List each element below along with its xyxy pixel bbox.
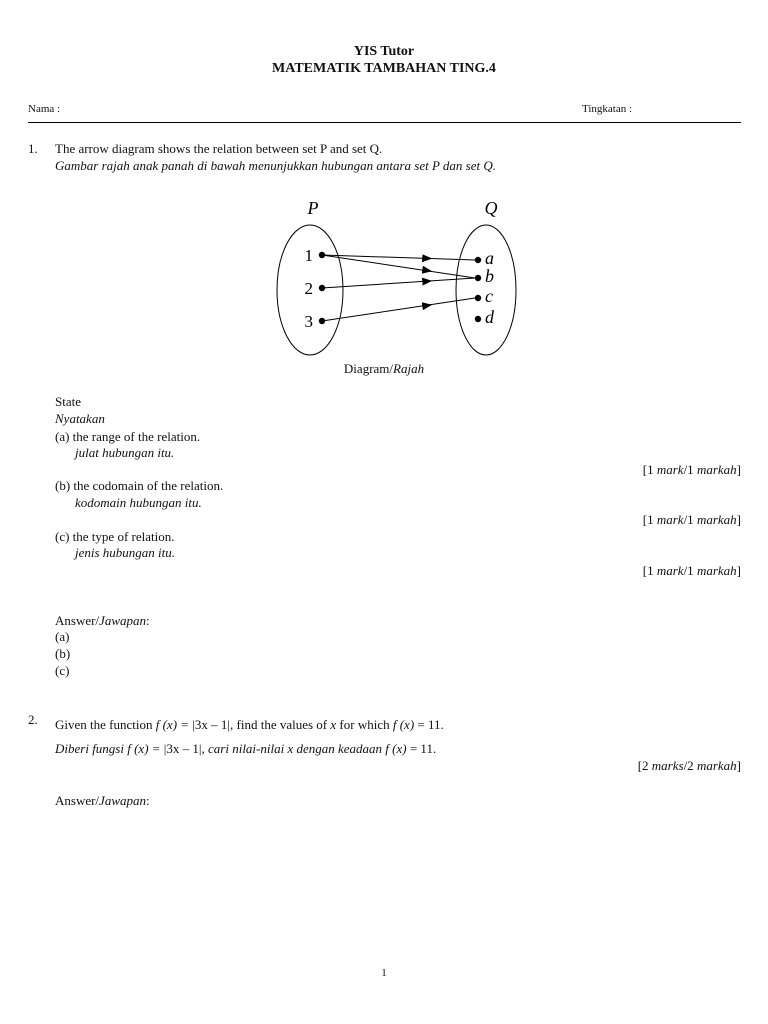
marks-suffix: ] bbox=[736, 563, 741, 578]
marks-suffix: ] bbox=[736, 462, 741, 477]
question-2-marks bbox=[638, 758, 741, 774]
set-q-dot-b bbox=[475, 275, 481, 281]
q2-en-absolute-expression: |3x – 1| bbox=[192, 717, 231, 732]
q2-ms-prefix: Diberi fungsi bbox=[55, 741, 128, 756]
diagram-caption-ms: Rajah bbox=[393, 361, 425, 376]
relation-line-1-b bbox=[322, 255, 475, 278]
q2-en-function-2: f (x) bbox=[392, 717, 415, 732]
part-a-label-en: (a) the range of the relation. bbox=[55, 429, 201, 444]
question-2-text-ms bbox=[55, 741, 436, 757]
part-c-label-en: (c) the type of relation. bbox=[55, 529, 175, 544]
question-1-answer-label bbox=[55, 613, 150, 629]
marks-suffix: ] bbox=[736, 758, 741, 773]
answer-label-colon: : bbox=[146, 613, 150, 628]
relation-line-2-b bbox=[322, 278, 475, 288]
q2-ms-middle: , cari nilai-nilai x dengan keadaan bbox=[201, 741, 386, 756]
marks-unit-ms: markah bbox=[696, 563, 737, 578]
answer-label-en: Answer/ bbox=[55, 613, 100, 628]
question-2-number: 2. bbox=[28, 712, 38, 727]
question-2-answer-label bbox=[55, 793, 150, 809]
question-1-text-en: The arrow diagram shows the relation between set P and set Q. bbox=[55, 141, 383, 156]
relation-arrowhead-1-b bbox=[423, 270, 431, 271]
set-q-label-b: b bbox=[485, 266, 494, 286]
relation-arrowhead-2-b bbox=[423, 281, 431, 282]
relation-arrowhead-3-c bbox=[423, 305, 431, 306]
document-title: MATEMATIK TAMBAHAN TING.4 bbox=[272, 61, 496, 76]
q2-en-for: for which bbox=[336, 717, 393, 732]
school-name: YIS Tutor bbox=[353, 44, 415, 59]
part-b-marks bbox=[643, 512, 741, 528]
part-a-marks bbox=[643, 462, 741, 478]
marks-prefix: [1 bbox=[642, 462, 657, 477]
marks-unit-en: mark bbox=[656, 462, 684, 477]
name-label: Nama : bbox=[28, 103, 61, 115]
set-p-label-2: 2 bbox=[304, 279, 313, 298]
q2-en-middle: , find the values of bbox=[230, 717, 331, 732]
q2-ms-absolute-expression: |3x – 1| bbox=[163, 741, 202, 756]
answer-part-b: (b) bbox=[55, 646, 71, 661]
part-b-label-ms: kodomain hubungan itu. bbox=[75, 495, 202, 510]
set-q-label: Q bbox=[484, 198, 498, 218]
relation-arrows bbox=[322, 255, 475, 321]
q2-en-end: = 11. bbox=[414, 717, 444, 732]
diagram-caption bbox=[0, 361, 768, 377]
question-1-number: 1. bbox=[28, 141, 38, 156]
q2-ms-end: = 11. bbox=[406, 741, 437, 756]
marks-separator: /2 bbox=[683, 758, 697, 773]
question-2-text-en bbox=[55, 717, 444, 733]
marks-separator: /1 bbox=[683, 563, 697, 578]
page-number: 1 bbox=[381, 967, 387, 979]
part-c-marks bbox=[643, 563, 741, 579]
arrow-diagram bbox=[270, 195, 520, 360]
set-q-label-a: a bbox=[485, 248, 494, 268]
marks-unit-ms: markah bbox=[696, 462, 737, 477]
q2-ms-function: f (x) = bbox=[127, 741, 164, 756]
part-c-label-ms: jenis hubungan itu. bbox=[75, 545, 176, 560]
set-q-dot-d bbox=[475, 316, 481, 322]
answer-label-en: Answer/ bbox=[55, 793, 100, 808]
q2-en-variable: x bbox=[330, 717, 337, 732]
set-q-elements bbox=[475, 248, 495, 327]
set-q-dot-c bbox=[475, 295, 481, 301]
marks-unit-ms: markah bbox=[696, 512, 737, 527]
answer-label-ms: Jawapan bbox=[99, 613, 146, 628]
diagram-caption-en: Diagram/ bbox=[343, 361, 394, 376]
answer-part-a: (a) bbox=[55, 629, 70, 644]
marks-prefix: [1 bbox=[642, 512, 657, 527]
question-1-text-ms: Gambar rajah anak panah di bawah menunjukkan hubungan antara set P dan set Q. bbox=[55, 158, 497, 173]
set-p-label-1: 1 bbox=[304, 246, 313, 265]
set-p-label-3: 3 bbox=[304, 312, 313, 331]
marks-prefix: [1 bbox=[642, 563, 657, 578]
marks-unit-ms: markah bbox=[696, 758, 737, 773]
marks-separator: /1 bbox=[683, 462, 697, 477]
relation-line-3-c bbox=[322, 298, 475, 321]
marks-unit-en: mark bbox=[656, 512, 684, 527]
set-q-label-d: d bbox=[485, 307, 494, 327]
part-b-label-en: (b) the codomain of the relation. bbox=[55, 478, 224, 493]
form-label: Tingkatan : bbox=[582, 103, 633, 115]
answer-label-ms: Jawapan bbox=[99, 793, 146, 808]
set-q-label-c: c bbox=[485, 286, 493, 306]
header-divider bbox=[28, 122, 741, 123]
marks-unit-en: mark bbox=[656, 563, 684, 578]
marks-separator: /1 bbox=[683, 512, 697, 527]
relation-line-1-a bbox=[322, 255, 475, 260]
q2-en-function: f (x) = bbox=[155, 717, 193, 732]
marks-prefix: [2 bbox=[637, 758, 652, 773]
answer-label-colon: : bbox=[146, 793, 150, 808]
state-label-ms: Nyatakan bbox=[55, 411, 105, 426]
q2-en-prefix: Given the function bbox=[55, 717, 156, 732]
set-q-dot-a bbox=[475, 257, 481, 263]
marks-suffix: ] bbox=[736, 512, 741, 527]
marks-unit-en: marks bbox=[651, 758, 684, 773]
answer-part-c: (c) bbox=[55, 663, 70, 678]
set-p-label: P bbox=[307, 198, 319, 218]
q2-ms-function-2: f (x) bbox=[385, 741, 407, 756]
state-label-en: State bbox=[55, 394, 81, 409]
set-p-elements bbox=[305, 246, 326, 331]
part-a-label-ms: julat hubungan itu. bbox=[75, 445, 175, 460]
